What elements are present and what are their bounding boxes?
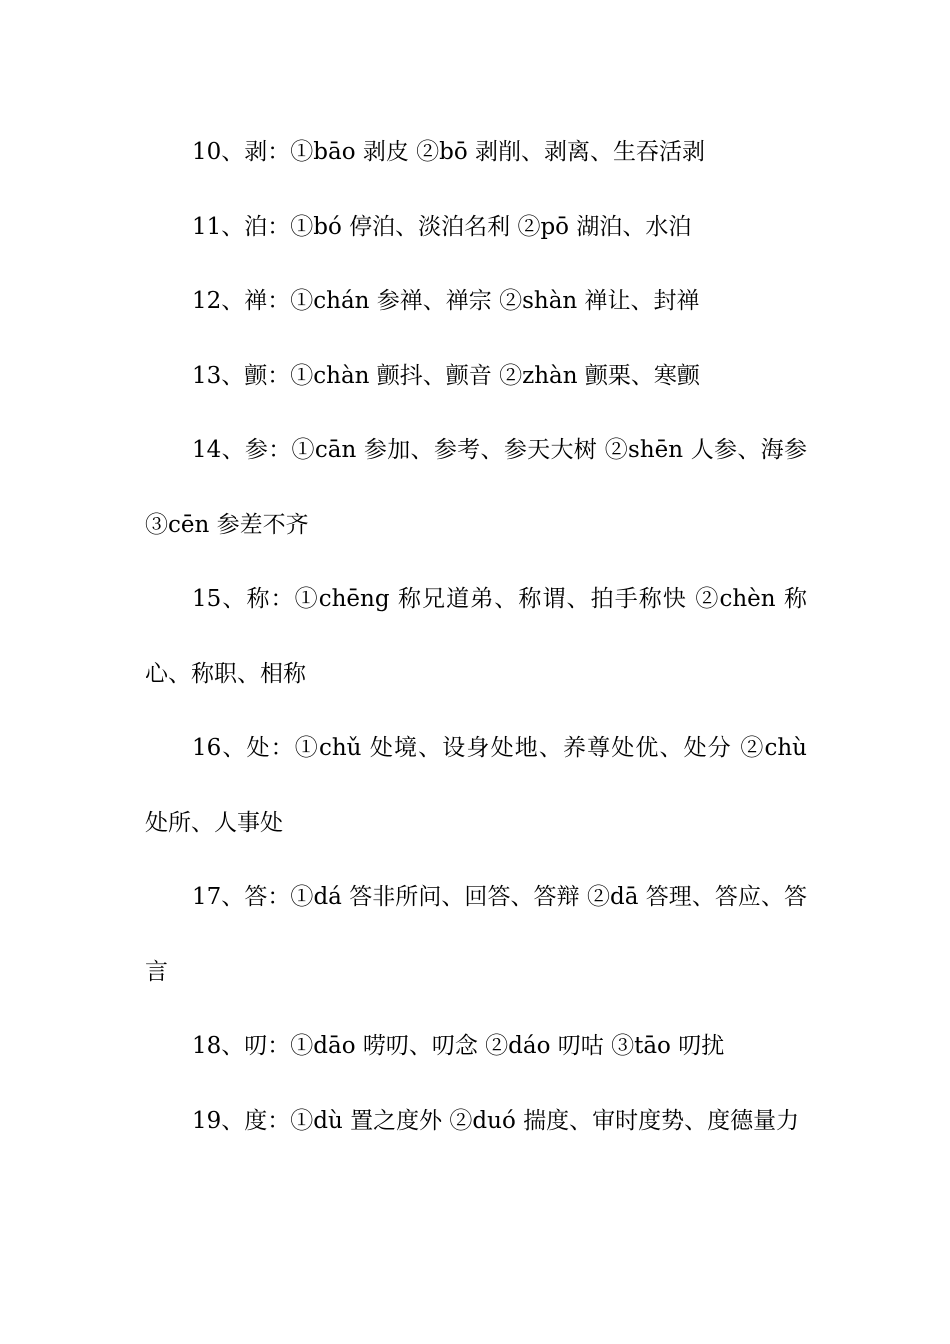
entry-14: 14、参：①cān 参加、参考、参天大树 ②shēn 人参、海参 ③cēn 参差不齐 [145, 437, 807, 538]
entry-17: 17、答：①dá 答非所问、回答、答辩 ②dā 答理、答应、答言 [145, 884, 807, 985]
entry-16: 16、处：①chǔ 处境、设身处地、养尊处优、处分 ②chù 处所、人事处 [145, 735, 807, 836]
entry-13: 13、颤：①chàn 颤抖、颤音 ②zhàn 颤栗、寒颤 [192, 362, 700, 389]
entry-12: 12、禅：①chán 参禅、禅宗 ②shàn 禅让、封禅 [192, 288, 700, 314]
entry-15: 15、称：①chēng 称兄道弟、称谓、拍手称快 ②chèn 称心、称职、相称 [145, 586, 807, 687]
entry-11: 11、泊：①bó 停泊、淡泊名利 ②pō 湖泊、水泊 [192, 213, 692, 240]
entry-19: 19、度：①dù 置之度外 ②duó 揣度、审时度势、度德量力 [192, 1107, 800, 1134]
entry-10: 10、剥：①bāo 剥皮 ②bō 剥削、剥离、生吞活剥 [192, 139, 706, 165]
entry-18: 18、叨：①dāo 唠叨、叨念 ②dáo 叨咕 ③tāo 叨扰 [192, 1033, 725, 1059]
document-body [145, 115, 807, 1158]
